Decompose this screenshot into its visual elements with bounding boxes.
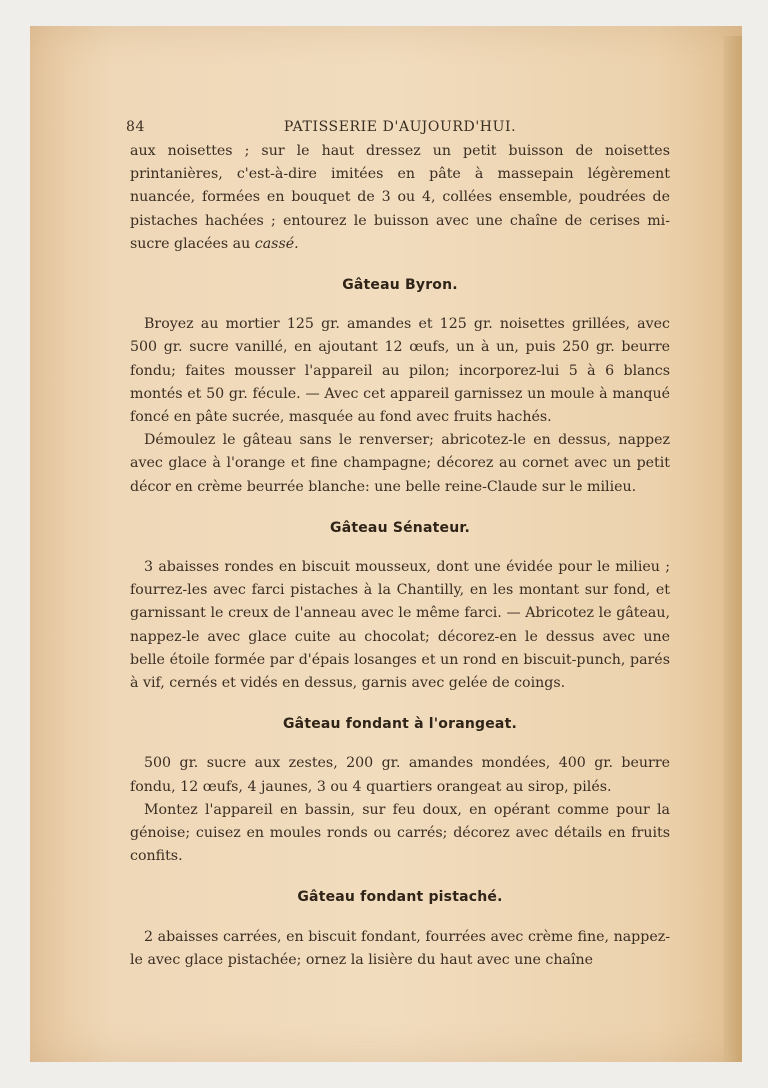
orangeat-paragraph-1: 500 gr. sucre aux zestes, 200 gr. amandes mondées, 400 gr. beurre fondu, 12 œufs, 4 jaunes, 3 ou 4 quartiers orangeat au sirop, pilés. <box>130 755 670 795</box>
section-title-pistache: Gâteau fondant pistaché. <box>297 889 503 906</box>
orangeat-paragraph-2: Montez l'appareil en bassin, sur feu doux, en opérant comme pour la génoise; cuisez en moules ronds ou carrés; décorez avec détails en fruits confits. <box>130 801 670 865</box>
byron-paragraph-1: Broyez au mortier 125 gr. amandes et 125 gr. noisettes grillées, avec 500 gr. sucre vanillé, en ajoutant 12 œufs, un à un, puis 250 gr. beurre fondu; faites mousser l'appareil au pilon; incorporez-lui 5 à 6 blancs montés et 50 gr. fécule. — Avec cet appareil garnissez un moule à manqué foncé en pâte sucrée, masquée au fond avec fruits hachés. <box>130 316 670 426</box>
page-text <box>126 116 670 972</box>
book-page <box>30 26 742 1062</box>
page-number: 84 <box>126 119 146 135</box>
byron-paragraph-2: Démoulez le gâteau sans le renverser; abricotez-le en dessus, nappez avec glace à l'orange et fine champagne; décorez au cornet avec un petit décor en crème beurrée blanche: une belle reine-Claude sur le milieu. <box>130 432 670 495</box>
section-title-byron: Gâteau Byron. <box>342 277 458 294</box>
page-header <box>126 116 670 140</box>
intro-paragraph: aux noisettes ; sur le haut dressez un petit buisson de noisettes printanières, c'est-à-dire imitées en pâte à massepain légèrement nuancée, formées en bouquet de 3 ou 4, collées ensemble, poudrées de pistaches hachées ; entourez le buisson avec une chaîne de cerises mi-sucre glacées au cassé. <box>130 143 670 252</box>
section-title-orangeat: Gâteau fondant à l'orangeat. <box>282 716 517 733</box>
senateur-paragraph-1: 3 abaisses rondes en biscuit mousseux, dont une évidée pour le milieu ; fourrez-les avec farci pistaches à la Chantilly, en les montant sur fond, et garnissant le creux de l'anneau avec le même farci. — Abricotez le gâteau, nappez-le avec glace cuite au chocolat; décorez-en le dessus avec une belle étoile formée par d'épais losanges et un rond en biscuit-punch, parés à vif, cernés et vidés en dessus, garnis avec gelée de coings. <box>130 559 670 692</box>
section-title-senateur: Gâteau Sénateur. <box>330 519 470 536</box>
running-title: PATISSERIE D'AUJOURD'HUI. <box>283 119 517 135</box>
pistache-paragraph-1: 2 abaisses carrées, en biscuit fondant, fourrées avec crème fine, nappez-le avec glace pistachée; ornez la lisière du haut avec une chaîne <box>130 928 670 968</box>
page-edge <box>724 36 742 1062</box>
